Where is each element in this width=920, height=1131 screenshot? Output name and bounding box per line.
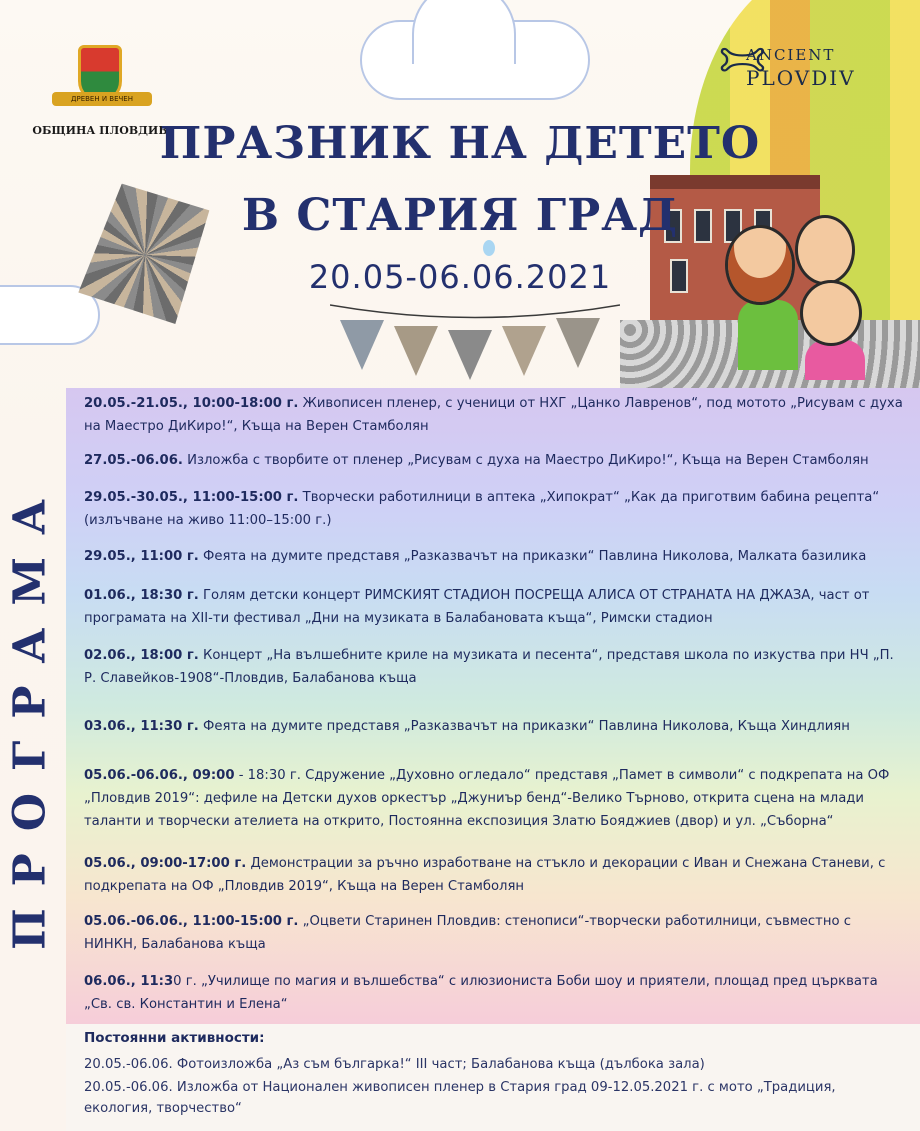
event-date: 20.05.-21.05., 10:00-18:00 г. xyxy=(84,396,299,411)
ancient-plovdiv-logo xyxy=(718,42,888,102)
lion-icon: 𐂯 xyxy=(718,42,767,82)
brand-line1: ANCIENT xyxy=(746,46,836,64)
event-date: 05.06., 09:00-17:00 г. xyxy=(84,856,247,871)
event-item xyxy=(84,449,906,472)
permanent-activity-item: 20.05.-06.06. Фотоизложба „Аз съм българка!“ III част; Балабанова къща (дълбока зала) xyxy=(84,1057,705,1072)
crest-motto: ДРЕВЕН И ВЕЧЕН xyxy=(52,92,152,106)
confetti-dot xyxy=(483,240,495,256)
event-date: 27.05.-06.06. xyxy=(84,453,183,468)
event-date: 29.05., 11:00 г. xyxy=(84,549,199,564)
bunting-flag xyxy=(502,326,546,376)
bunting-flag xyxy=(556,318,600,368)
event-item xyxy=(84,910,906,956)
event-date: 29.05.-30.05., 11:00-15:00 г. xyxy=(84,490,299,505)
child-illustration xyxy=(805,340,865,380)
page-title-line2: В СТАРИЯ ГРАД xyxy=(241,190,679,241)
bunting-flag xyxy=(394,326,438,376)
event-text: Творчески работилници в аптека „Хипократ“ „Как да приготвим бабина рецепта“ (излъчване на живо 11:00–15:00 г.) xyxy=(84,490,880,528)
page-title-line1: ПРАЗНИК НА ДЕТЕТО xyxy=(159,118,761,169)
event-text: Живописен пленер, с ученици от НХГ „Цанко Лавренов“, под мотото „Рисувам с духа на Маестро ДиКиро!“, Къща на Верен Стамболян xyxy=(84,396,903,434)
event-item xyxy=(84,644,906,690)
event-item xyxy=(84,970,906,1016)
event-date: 06.06., 11:3 xyxy=(84,974,174,989)
event-text: Изложба с творбите от пленер „Рисувам с духа на Маестро ДиКиро!“, Къща на Верен Стамболян xyxy=(182,453,869,468)
event-item xyxy=(84,715,906,738)
cloud-illustration xyxy=(360,20,590,100)
event-date: 03.06., 11:30 г. xyxy=(84,719,199,734)
bunting-flag xyxy=(448,330,492,380)
program-sidebar xyxy=(0,388,62,1028)
event-item xyxy=(84,545,906,568)
event-item xyxy=(84,584,906,630)
event-item xyxy=(84,486,906,532)
event-text: Феята на думите представя „Разказвачът на приказки“ Павлина Николова, Малката базилика xyxy=(198,549,867,564)
event-item xyxy=(84,392,906,438)
permanent-activities-title: Постоянни активности: xyxy=(84,1030,265,1046)
event-item xyxy=(84,764,906,833)
municipality-name: ОБЩИНА ПЛОВДИВ xyxy=(32,124,168,137)
event-item xyxy=(84,852,906,898)
festival-dates: 20.05-06.06.2021 xyxy=(308,258,612,296)
program-label: ПРОГРАМА xyxy=(4,477,56,950)
brand-line2: PLOVDIV xyxy=(746,66,856,90)
event-text: Голям детски концерт РИМСКИЯТ СТАДИОН ПОСРЕЩА АЛИСА ОТ СТРАНАТА НА ДЖАЗА, част от програмата на XII-ти фестивал „Дни на музиката в Балабановата къща“, Римски стадион xyxy=(84,588,870,626)
child-illustration xyxy=(738,300,798,370)
event-text: - 18:30 г. Сдружение „Духовно огледало“ представя „Памет в символи“ с подкрепата на ОФ „Пловдив 2019“: дефиле на Детски духов оркестър „Джуниър бенд“-Велико Търново, открита сцена на млади таланти и творчески ателиета на открито, Постоянна експозиция Златю Бояджиев (двор) и ул. „Съборна“ xyxy=(84,768,890,829)
mosaic-bunting-illustration xyxy=(330,300,620,390)
bunting-flag xyxy=(340,320,384,370)
event-text: Демонстрации за ръчно изработване на стъкло и декорации с Иван и Снежана Станеви, с подкрепата на ОФ „Пловдив 2019“, Къща на Верен Стамболян xyxy=(84,856,886,894)
event-date: 02.06., 18:00 г. xyxy=(84,648,199,663)
event-date: 05.06.-06.06., 11:00-15:00 г. xyxy=(84,914,299,929)
event-text: „Оцвети Старинен Пловдив: стенописи“-творчески работилници, съвместно с НИНКН, Балабанова къща xyxy=(84,914,851,952)
event-date: 01.06., 18:30 г. xyxy=(84,588,199,603)
event-text: 0 г. „Училище по магия и вълшебства“ с илюзиониста Боби шоу и приятели, площад пред църквата „Св. св. Константин и Елена“ xyxy=(84,974,878,1012)
event-text: Феята на думите представя „Разказвачът на приказки“ Павлина Николова, Къща Хиндлиян xyxy=(198,719,850,734)
bunting-string xyxy=(330,300,620,320)
event-text: Концерт „На вълшебните криле на музиката и песента“, представя школа по изкуства при НЧ „П. Р. Славейков-1908“-Пловдив, Балабанова къща xyxy=(84,648,894,686)
permanent-activity-item: 20.05.-06.06. Изложба от Национален живописен пленер в Стария град 09-12.05.2021 г. с мото „Традиция, екология, творчество“ xyxy=(84,1080,836,1116)
event-date: 05.06.-06.06., 09:00 xyxy=(84,768,235,783)
